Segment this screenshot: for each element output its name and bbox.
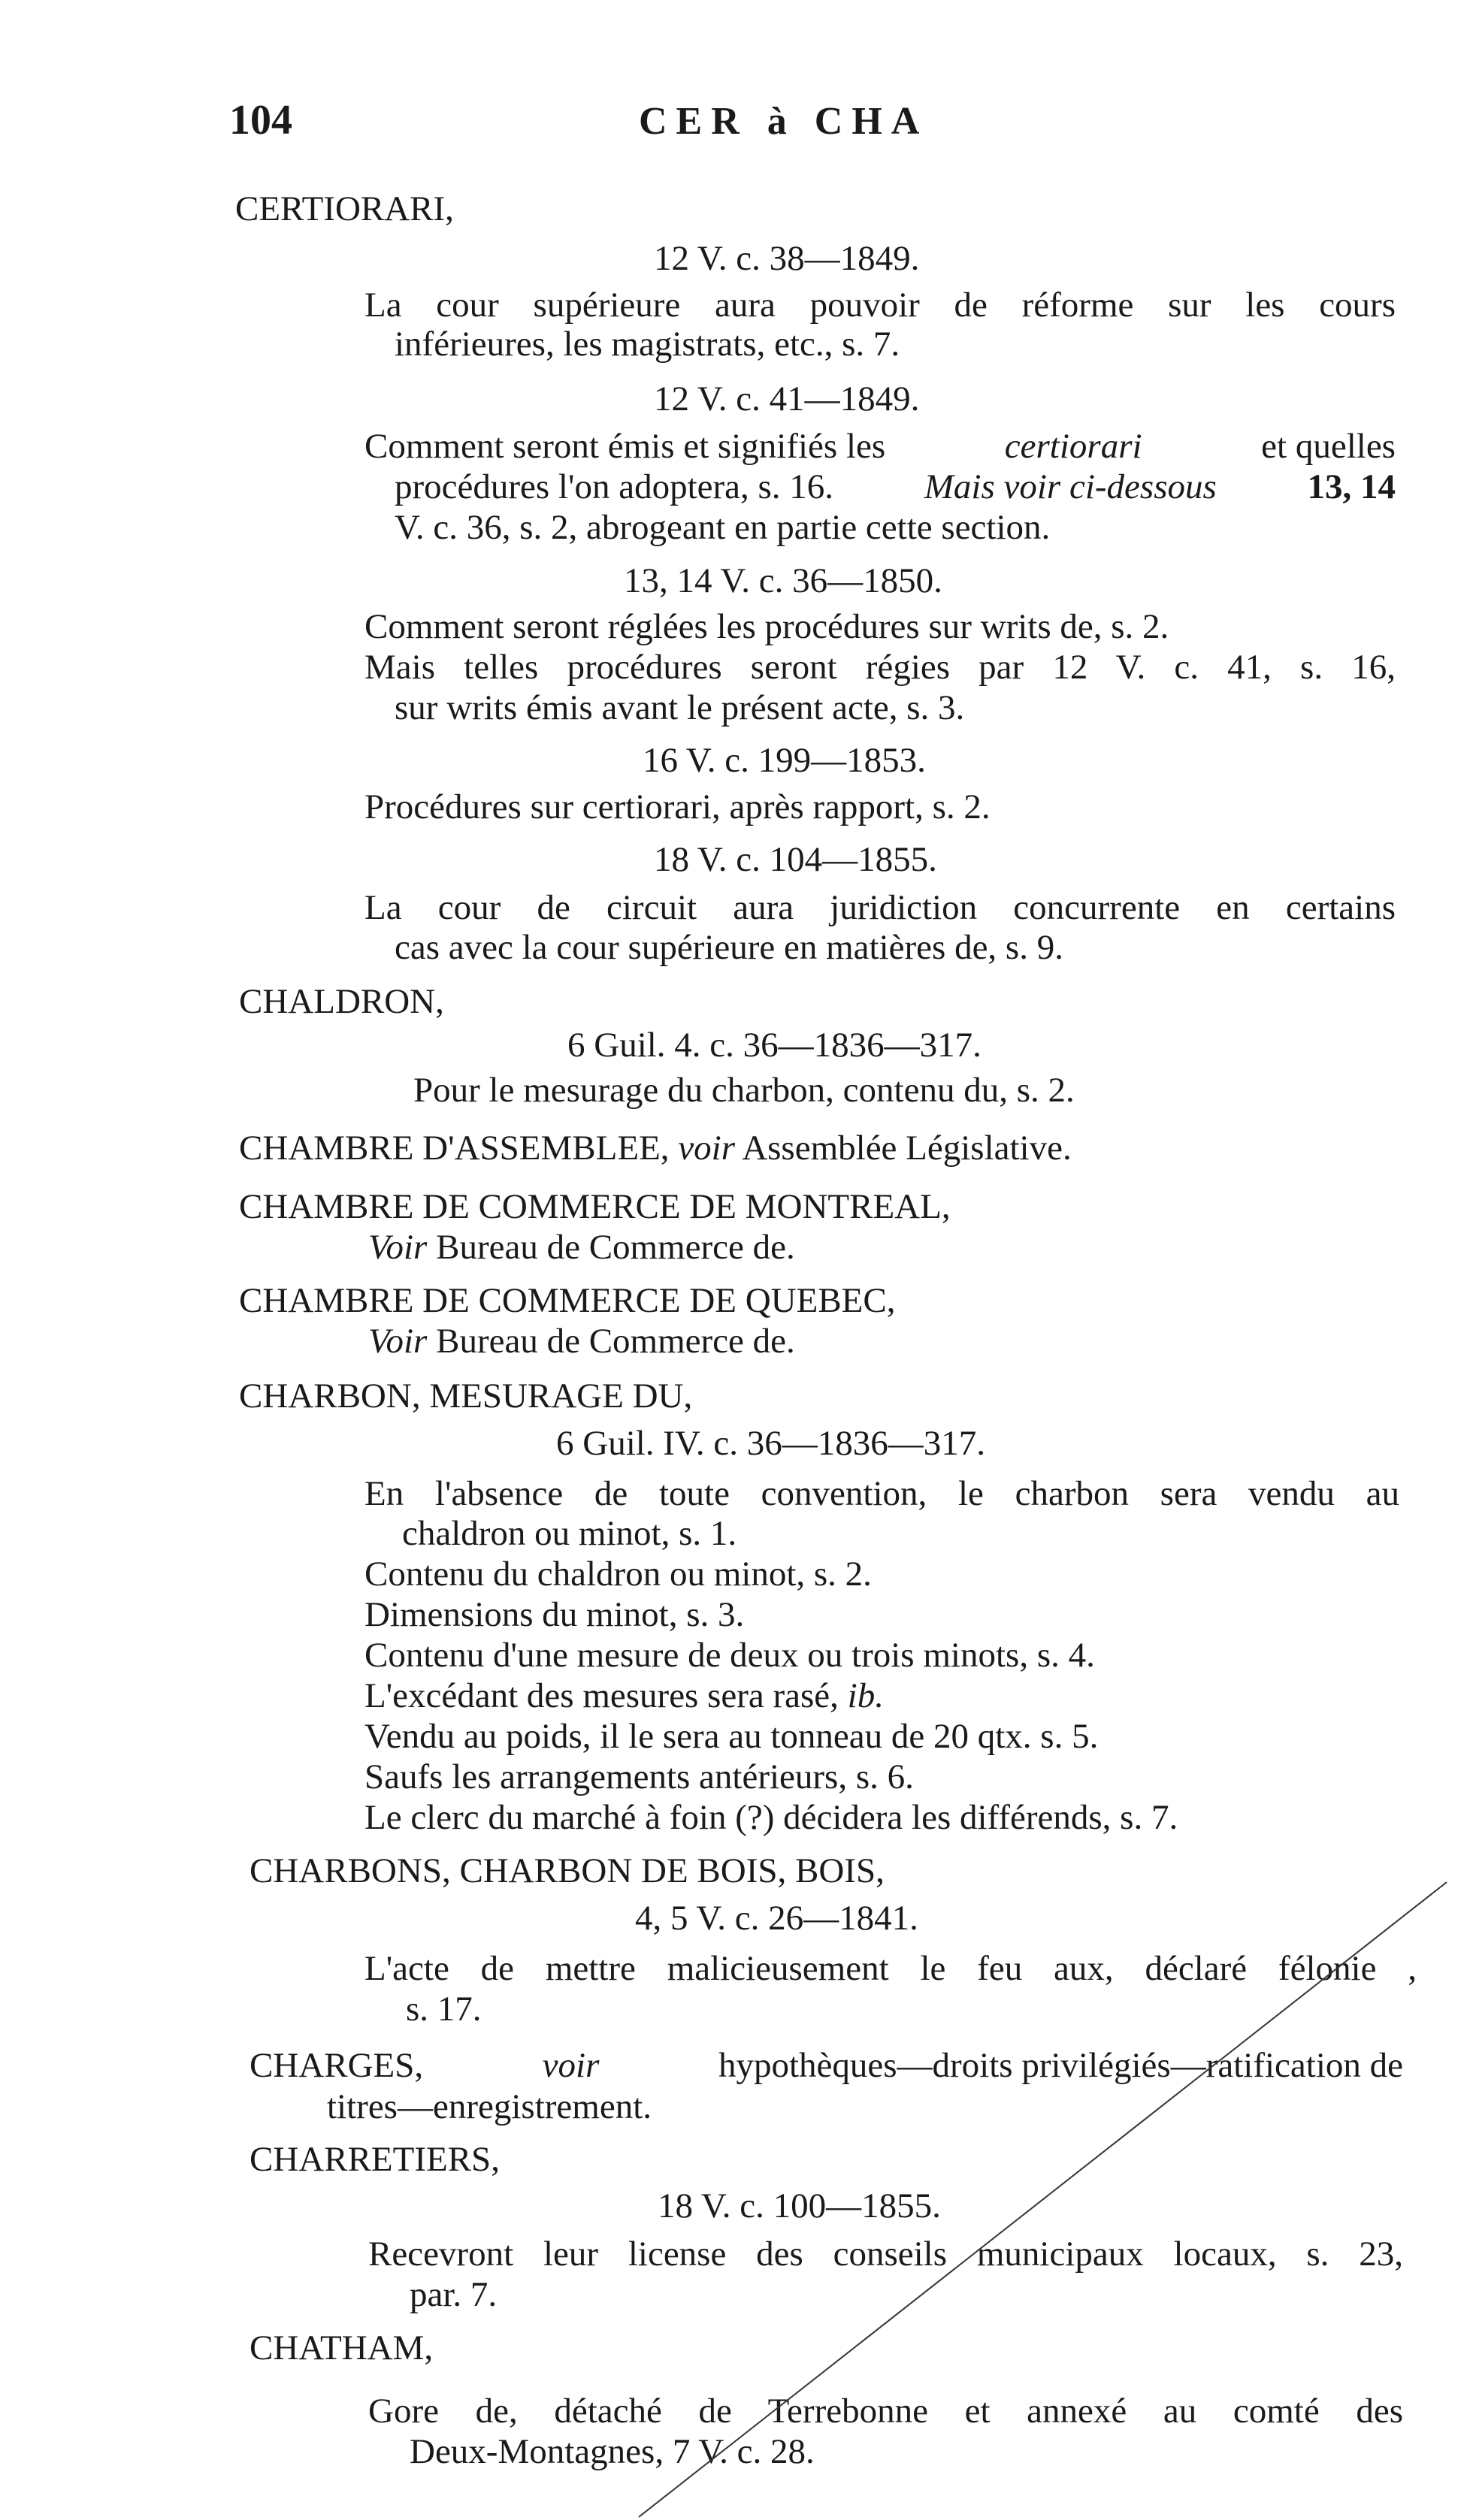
entry-line: Pour le mesurage du charbon, contenu du, s. 2. <box>413 1071 1075 1110</box>
entry-line: Recevront leur license des conseils municipaux locaux, s. 23, <box>368 2234 1403 2274</box>
entry-head-chambre-montreal: CHAMBRE DE COMMERCE DE MONTREAL, <box>239 1187 951 1226</box>
statute-ref: 13, 14 V. c. 36—1850. <box>624 561 942 600</box>
entry-line: Contenu du chaldron ou minot, s. 2. <box>364 1555 872 1594</box>
statute-ref: 6 Guil. IV. c. 36—1836—317. <box>556 1424 985 1463</box>
entry-line: Vendu au poids, il le sera au tonneau de 20 qtx. s. 5. <box>364 1717 1099 1756</box>
entry-line: En l'absence de toute convention, le charbon sera vendu au <box>364 1474 1399 1513</box>
entry-line: Procédures sur certiorari, après rapport, s. 2. <box>364 787 991 826</box>
entry-line: La cour de circuit aura juridiction concurrente en certains <box>364 888 1396 927</box>
entry-head-certiorari: CERTIORARI, <box>235 189 454 228</box>
entry-line: Deux-Montagnes, 7 V. c. 28. <box>410 2432 815 2471</box>
entry-line: titres—enregistrement. <box>327 2087 652 2126</box>
entry-line: Contenu d'une mesure de deux ou trois minots, s. 4. <box>364 1636 1095 1675</box>
entry-line: par. 7. <box>410 2275 498 2314</box>
statute-ref: 12 V. c. 38—1849. <box>654 239 920 278</box>
cross-reference: Assemblée Législative. <box>742 1129 1072 1168</box>
running-title: CER à CHA <box>639 100 929 143</box>
text-run-italic: ib. <box>847 1676 884 1715</box>
entry-head-chaldron: CHALDRON, <box>239 982 444 1021</box>
entry-line: Comment seront réglées les procédures sur writs de, s. 2. <box>364 607 1169 646</box>
entry-head-charretiers: CHARRETIERS, <box>250 2140 500 2179</box>
entry-line: s. 17. <box>406 1990 482 2029</box>
statute-ref: 6 Guil. 4. c. 36—1836—317. <box>567 1026 982 1065</box>
entry-line: Saufs les arrangements antérieurs, s. 6. <box>364 1757 914 1796</box>
voir-label: voir <box>542 2046 600 2085</box>
entry-head-charbon: CHARBON, MESURAGE DU, <box>239 1376 693 1416</box>
statute-ref: 12 V. c. 41—1849. <box>654 379 920 418</box>
entry-line: Dimensions du minot, s. 3. <box>364 1595 745 1634</box>
text-run: Comment seront émis et signifiés les <box>364 427 886 466</box>
cross-reference: Bureau de Commerce de. <box>436 1228 795 1267</box>
statute-ref: 18 V. c. 100—1855. <box>658 2186 941 2225</box>
entry-line: inférieures, les magistrats, etc., s. 7. <box>395 325 900 364</box>
statute-ref: 18 V. c. 104—1855. <box>654 840 937 879</box>
text-run-italic: Mais voir ci-dessous <box>924 467 1217 506</box>
entry-line: V. c. 36, s. 2, abrogeant en partie cette section. <box>395 508 1051 547</box>
text-run: procédures l'on adoptera, s. 16. <box>395 467 834 506</box>
text-run: et quelles <box>1261 427 1396 466</box>
entry-line: Le clerc du marché à foin (?) décidera les différends, s. 7. <box>364 1798 1178 1837</box>
statute-ref: 4, 5 V. c. 26—1841. <box>635 1899 918 1938</box>
statute-ref: 16 V. c. 199—1853. <box>643 741 926 780</box>
entry-line: L'acte de mettre malicieusement le feu aux, déclaré félonie , <box>364 1949 1417 1988</box>
entry-head-chambre-quebec: CHAMBRE DE COMMERCE DE QUEBEC, <box>239 1281 896 1320</box>
entry-head-charbons: CHARBONS, CHARBON DE BOIS, BOIS, <box>250 1851 885 1890</box>
entry-line: La cour supérieure aura pouvoir de réforme sur les cours <box>364 286 1396 325</box>
entry-head-chatham: CHATHAM, <box>250 2328 434 2367</box>
cross-reference: Bureau de Commerce de. <box>436 1322 795 1361</box>
voir-label: voir <box>678 1129 736 1168</box>
entry-line: Mais telles procédures seront régies par 12 V. c. 41, s. 16, <box>364 648 1396 687</box>
page-number: 104 <box>229 97 292 144</box>
text-run: 13, 14 <box>1307 467 1396 506</box>
pencil-stroke-line <box>639 1882 1447 2517</box>
entry-line: sur writs émis avant le présent acte, s. 3. <box>395 688 965 727</box>
text-run: CHARGES, <box>250 2046 424 2085</box>
entry-line: chaldron ou minot, s. 1. <box>402 1514 737 1553</box>
text-run: CHAMBRE D'ASSEMBLEE, <box>239 1129 670 1168</box>
voir-label: Voir <box>368 1228 428 1267</box>
cross-reference: hypothèques—droits privilégiés—ratification de <box>718 2046 1403 2085</box>
text-run-italic: certiorari <box>1004 427 1142 466</box>
entry-line: Gore de, détaché de Terrebonne et annexé au comté des <box>368 2392 1403 2431</box>
entry-line: cas avec la cour supérieure en matières de, s. 9. <box>395 928 1063 967</box>
text-run: L'excédant des mesures sera rasé, <box>364 1676 839 1715</box>
voir-label: Voir <box>368 1322 428 1361</box>
